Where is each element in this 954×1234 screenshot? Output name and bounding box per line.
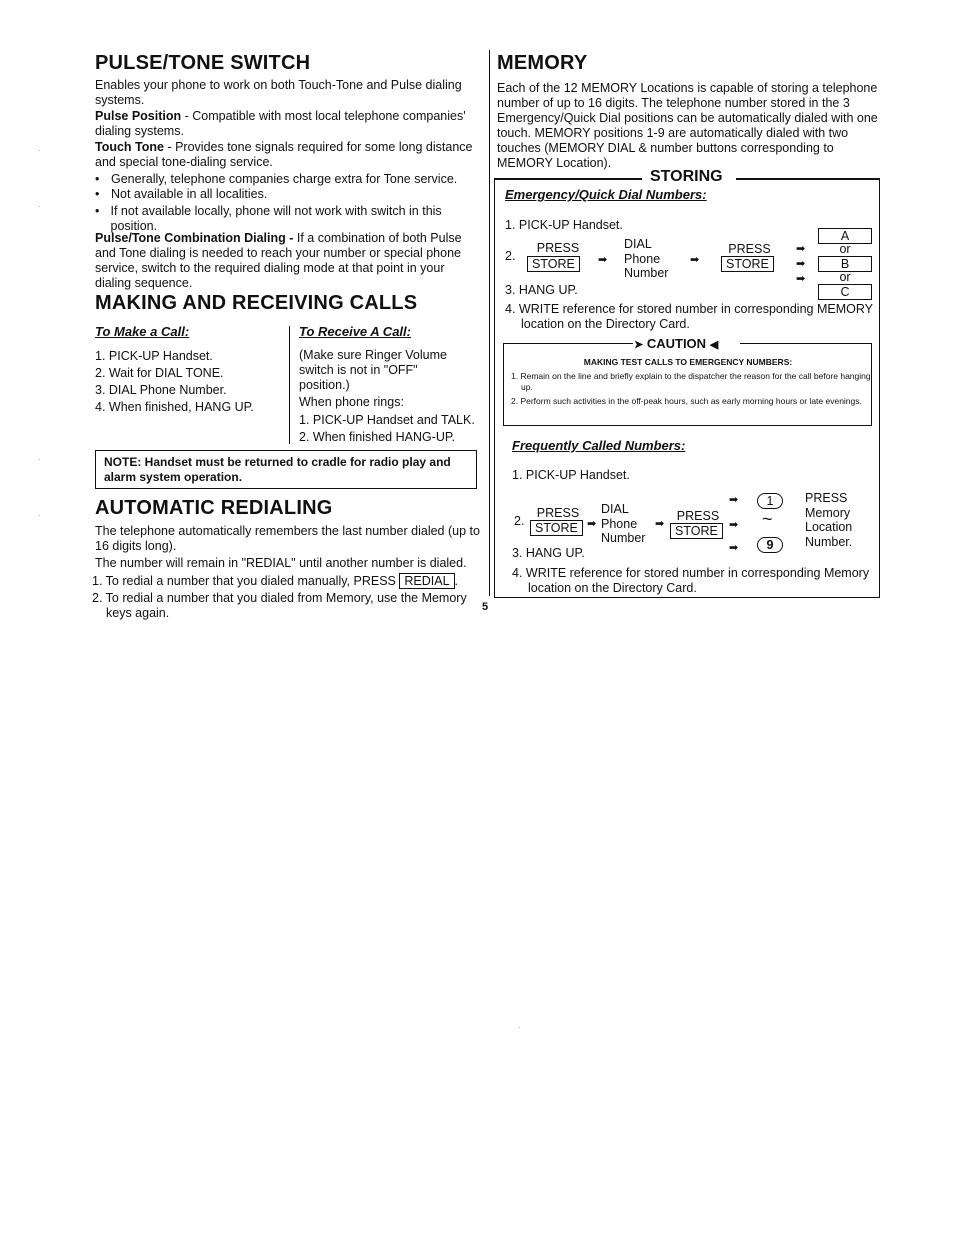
dial-line: DIAL <box>624 237 652 251</box>
dial-line: Phone <box>624 251 661 266</box>
dial-line: Number <box>601 531 646 545</box>
receive-call-when: When phone rings: <box>299 395 404 409</box>
pulse-position-desc: - Compatible with most local telephone companies' dialing systems. <box>95 109 466 138</box>
range-tilde: ~ <box>762 509 773 529</box>
scan-speck <box>518 1027 520 1028</box>
bullet-item <box>95 172 480 187</box>
touch-tone-text <box>95 140 480 170</box>
make-step: 4. When finished, HANG UP. <box>95 400 254 414</box>
combo-dialing-desc: If a combination of both Pulse and Tone dialing is needed to reach your number or special phone service, switch to the required dialing mode at that point in your dialing sequence. <box>95 231 462 290</box>
e-step1: 1. PICK-UP Handset. <box>505 218 623 232</box>
bullet-item <box>95 204 480 234</box>
e-dial-block <box>624 237 668 281</box>
redial-step1 <box>92 573 482 589</box>
redial-p1: The telephone automatically remembers the last number dialed (up to 16 digits long). <box>95 524 480 553</box>
bullet-text: If not available locally, phone will not work with switch in this position. <box>110 204 442 233</box>
calls-heading: MAKING AND RECEIVING CALLS <box>95 292 418 314</box>
key-b: B <box>818 256 872 272</box>
caution-rule-right <box>740 343 872 344</box>
make-step: 3. DIAL Phone Number. <box>95 383 227 397</box>
e-step4: 4. WRITE reference for stored number in corresponding MEMORY location on the Directory Card. <box>505 302 873 331</box>
caution-subtitle: MAKING TEST CALLS TO EMERGENCY NUMBERS: <box>583 357 793 367</box>
touch-tone-desc: - Provides tone signals required for some long distance and special tone-dialing service. <box>95 140 473 169</box>
caution-item: 1. Remain on the line and briefly explain to the dispatcher the reason for the call before hanging up. <box>511 371 871 392</box>
bullet-dot: • <box>95 187 100 201</box>
make-step: 1. PICK-UP Handset. <box>95 349 213 363</box>
bullet-text: Generally, telephone companies charge extra for Tone service. <box>111 172 458 186</box>
press-memory-line: PRESS <box>805 491 848 505</box>
scan-speck <box>38 150 40 151</box>
right-arrow-icon: ➡ <box>587 518 597 530</box>
caution-rule-left <box>503 343 633 344</box>
receive-call-title: To Receive A Call: <box>299 324 411 339</box>
right-arrow-icon: ➡ <box>796 258 806 270</box>
press-memory-line: Memory <box>805 505 851 520</box>
period: . <box>454 574 459 588</box>
pulse-position-label: Pulse Position <box>95 109 182 123</box>
dial-line: Number <box>624 266 669 280</box>
receive-call-note: (Make sure Ringer Volume switch is not in "OFF" position.) <box>299 348 447 392</box>
receive-step: 1. PICK-UP Handset and TALK. <box>299 413 475 427</box>
memory-heading: MEMORY <box>497 52 588 74</box>
f-press-label-2: PRESS <box>676 509 720 523</box>
combo-dialing-label: Pulse/Tone Combination Dialing - <box>95 231 297 245</box>
right-arrow-icon: ➡ <box>598 254 608 266</box>
make-call-steps <box>95 348 280 416</box>
e-press-label: PRESS <box>536 241 580 255</box>
right-arrow-icon: ➡ <box>729 519 739 531</box>
bullet-dot: • <box>95 172 100 186</box>
e-store-key-2: STORE <box>721 256 774 272</box>
emergency-title: Emergency/Quick Dial Numbers: <box>505 187 707 202</box>
or-label: or <box>839 242 851 256</box>
pulse-position-text <box>95 109 480 139</box>
make-call-title: To Make a Call: <box>95 324 190 339</box>
redial-p2: The number will remain in "REDIAL" until another number is dialed. <box>95 556 467 570</box>
f-store-key-2: STORE <box>670 523 723 539</box>
press-memory-line: Number. <box>805 534 853 549</box>
caution-title: CAUTION <box>646 336 707 351</box>
redial-step2: 2. To redial a number that you dialed from Memory, use the Memory keys again. <box>92 591 467 620</box>
f-step1: 1. PICK-UP Handset. <box>512 468 630 482</box>
column-divider <box>289 326 290 444</box>
storing-title: STORING <box>650 168 723 185</box>
scan-speck <box>38 206 40 207</box>
or-label: or <box>839 270 851 284</box>
right-arrow-icon: ➡ <box>796 273 806 285</box>
touch-tone-label: Touch Tone <box>95 140 164 154</box>
combo-dialing-text <box>95 231 480 291</box>
dial-line: Phone <box>601 516 638 531</box>
pulse-tone-intro: Enables your phone to work on both Touch-Tone and Pulse dialing systems. <box>95 78 462 107</box>
press-memory-line: Location <box>805 520 853 534</box>
storing-rule-left <box>494 178 642 180</box>
caution-title-row <box>634 337 718 352</box>
bullet-item <box>95 187 480 202</box>
e-press-label-2: PRESS <box>728 242 771 256</box>
right-arrow-icon: ➡ <box>729 542 739 554</box>
right-arrow-icon: ➡ <box>729 494 739 506</box>
scan-speck <box>38 515 40 516</box>
f-store-key: STORE <box>530 520 583 536</box>
f-press-label: PRESS <box>536 506 580 520</box>
right-arrow-icon: ➡ <box>690 254 700 266</box>
note-box: NOTE: Handset must be returned to cradle for radio play and alarm system operation. <box>95 450 477 489</box>
right-arrow-icon: ➡ <box>796 243 806 255</box>
key-a: A <box>818 228 872 244</box>
key-1: 1 <box>757 493 783 509</box>
center-divider <box>489 50 490 596</box>
e-step3: 3. HANG UP. <box>505 283 578 297</box>
pulse-tone-bullets <box>95 172 480 234</box>
page-number: 5 <box>482 601 489 613</box>
receive-step: 2. When finished HANG-UP. <box>299 430 456 444</box>
memory-intro: Each of the 12 MEMORY Locations is capable of storing a telephone number of up to 16 digits. The telephone number stored in the 3 Emergency/Quick Dial positions can be automatically dialed with one touch. MEMORY positions 1-9 are automatically dialed with two touches (MEMORY DIAL & number buttons corresponding to MEMORY Location). <box>497 81 878 170</box>
e-step2-num: 2. <box>505 249 516 263</box>
key-9: 9 <box>757 537 783 553</box>
pulse-tone-heading: PULSE/TONE SWITCH <box>95 52 311 74</box>
e-store-key: STORE <box>527 256 580 272</box>
redial-key: REDIAL <box>399 573 454 589</box>
dial-line: DIAL <box>601 502 629 516</box>
f-step3: 3. HANG UP. <box>512 546 585 560</box>
make-step: 2. Wait for DIAL TONE. <box>95 366 224 380</box>
scan-speck <box>38 459 40 460</box>
frequent-title: Frequently Called Numbers: <box>512 438 686 453</box>
f-step4: 4. WRITE reference for stored number in corresponding Memory location on the Directory Card. <box>512 566 870 595</box>
key-c: C <box>818 284 872 300</box>
redial-step1-text: 1. To redial a number that you dialed manually, PRESS <box>92 574 396 588</box>
left-arrow-icon: ◀ <box>709 339 719 351</box>
bullet-text: Not available in all localities. <box>111 187 268 201</box>
caution-item: 2. Perform such activities in the off-peak hours, such as early morning hours or late evenings. <box>511 396 862 406</box>
press-memory-block <box>805 491 852 549</box>
storing-rule-right <box>736 178 880 180</box>
receive-call-steps <box>299 412 475 446</box>
f-step2-num: 2. <box>514 514 525 528</box>
f-dial-block <box>601 502 645 546</box>
right-arrow-icon: ➤ <box>634 339 644 351</box>
redial-heading: AUTOMATIC REDIALING <box>95 497 333 519</box>
bullet-dot: • <box>95 204 100 218</box>
right-arrow-icon: ➡ <box>655 518 665 530</box>
